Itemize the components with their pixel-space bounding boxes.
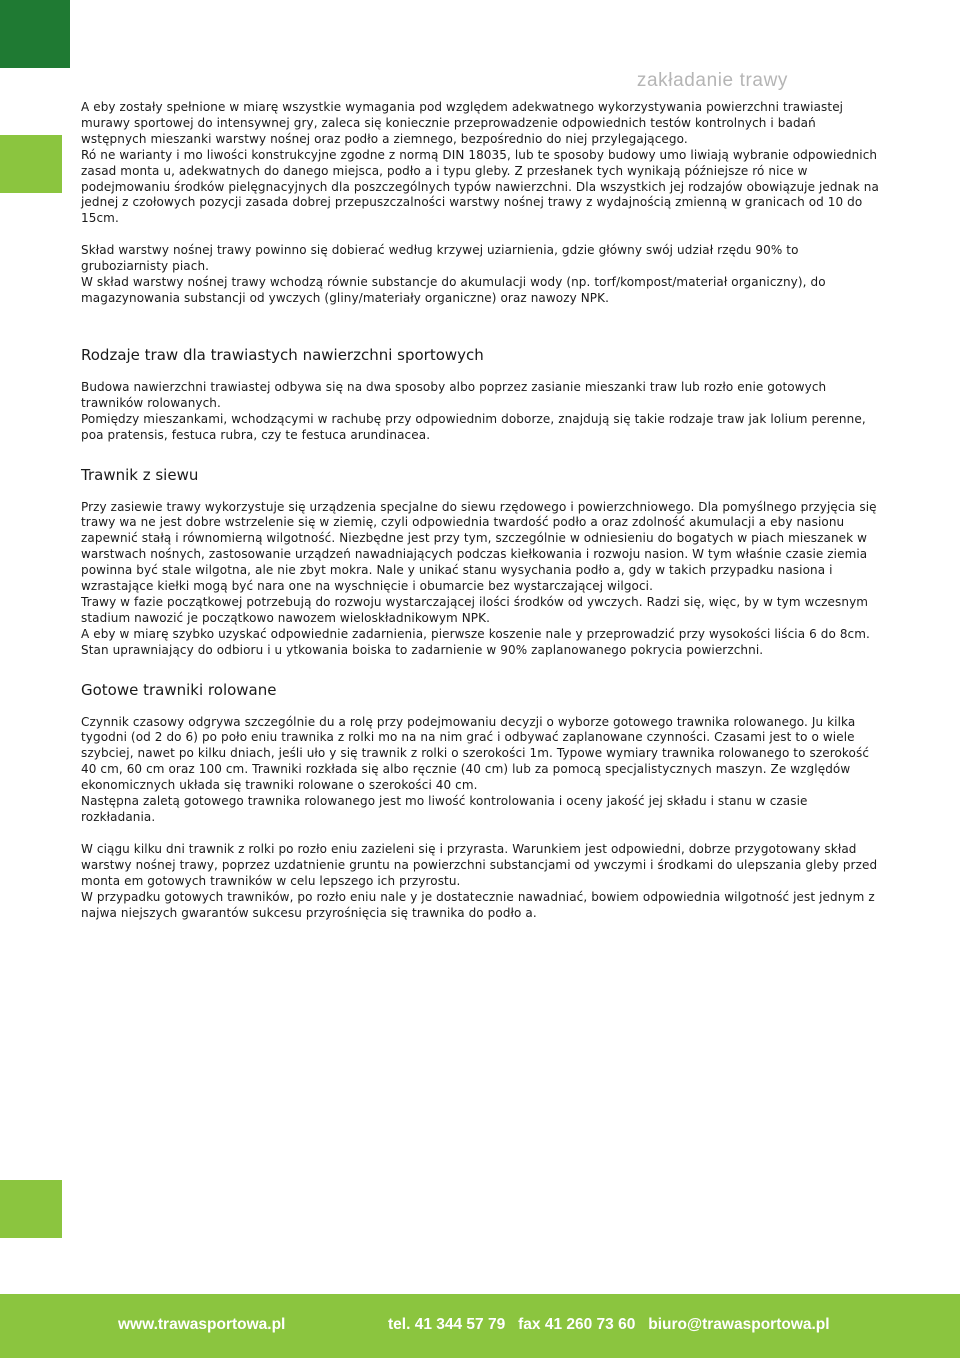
heading-seeded-lawn: Trawnik z siewu [81, 465, 199, 484]
seed-paragraph-1: Przy zasiewie trawy wykorzystuje się urządzenia specjalne do siewu rzędowego i powierzchniowego. Dla pomyślnego przyjęcia się trawy wa ne jest dobre wstrzelenie się w ziemię, czyli odpowiednia twardość podło a oraz zdolność akumulacji a eby nasionu zapewnić stałą i równomierną wilgotność. Niezbędne jest przy tym, szczególnie w odniesieniu do bogatych w piach mieszanek w warstwach nośnych, zastosowanie urządzeń nawadniających podczas kiełkowania i rozwoju nasion. W tym właśnie czasie ziemia powinna być stale wilgotna, ale nie zbyt mokra. Nale y unikać stanu wysychania podło a, gdy w takich przypadku nasiona i wzrastające kiełki mogą być nara one na wyschnięcie i obumarcie bez wystarczającej wilgoci. [81, 499, 877, 594]
types-paragraph-2: Pomiędzy mieszankami, wchodzącymi w rachubę przy odpowiednim doborze, znajdują się takie rodzaje traw jak lolium perenne, poa pratensis, festuca rubra, czy te festuca arundinacea. [81, 411, 866, 442]
side-square-light [0, 135, 62, 193]
section-tag: zakładanie trawy [636, 70, 788, 91]
heading-rolled-lawn: Gotowe trawniki rolowane [81, 680, 277, 699]
side-square-bottom [0, 1180, 62, 1238]
footer-website-link[interactable]: www.trawasportowa.pl [118, 1316, 286, 1333]
rolled-paragraph-3: W ciągu kilku dni trawnik z rolki po rozło eniu zazieleni się i przyrasta. Warunkiem jest odpowiedni, dobrze przygotowany skład warstwy nośnej trawy, poprzez uzdatnienie gruntu na powierzchni substancjami od ywczymi i środkami do ulepszania gleby przed monta em gotowych trawników w celu lepszego ich przyrostu. [81, 841, 878, 888]
footer-contact: tel. 41 344 57 79 fax 41 260 73 60 biuro@trawasportowa.pl [388, 1316, 830, 1333]
types-paragraph-1: Budowa nawierzchni trawiastej odbywa się na dwa sposoby albo poprzez zasianie mieszanki traw lub rozło enie gotowych trawników rolowanych. [81, 379, 827, 410]
intro-paragraph-2: Ró ne warianty i mo liwości konstrukcyjne zgodne z normą DIN 18035, lub te sposoby budowy umo liwiają wybranie odpowiednich zasad monta u, adekwatnych do danego miejsca, podło a i typu gleby. Z przesłanek tych wynikają późniejsze ró nice w podejmowaniu środków pielęgnacyjnych dla poszczególnych typów nawierzchni. Dla wszystkich jej rodzajów obowiązuje jednak na jednej z czołowych pozycji zasada dobrej przepuszczalności warstwy nośnej trawy z wydajnością zmienną w granicach od 10 do 15cm. [81, 147, 879, 226]
rolled-paragraph-1: Czynnik czasowy odgrywa szczególnie du a rolę przy podejmowaniu decyzji o wyborze gotowego trawnika rolowanego. Ju kilka tygodni (od 2 do 6) po poło eniu trawnika z rolki mo na na nim grać i odbywać zaplanowane czynności. Czasami jest to o wiele szybciej, nawet po kilku dniach, jeśli uło y się trawnik z rolki o szerokości 1m. Typowe wymiary trawnika rolowanego to szerokość 40 cm, 60 cm oraz 100 cm. Trawniki rozkłada się albo ręcznie (40 cm) lub za pomocą specjalistycznych maszyn. Ze względów ekonomicznych układa się trawniki rolowane o szerokości 40 cm. [81, 714, 870, 793]
document-body [81, 100, 883, 921]
seed-paragraph-2: Trawy w fazie początkowej potrzebują do rozwoju wystarczającej ilości środków od ywczych. Radzi się, więc, by w tym wczesnym stadium nawozić je początkowo nawozem wieloskładnikowym NPK. [81, 594, 869, 625]
intro-paragraph-3: Skład warstwy nośnej trawy powinno się dobierać według krzywej uziarnienia, gdzie główny swój udział rzędu 90% to gruboziarnisty piach. [81, 243, 799, 274]
intro-paragraph-1: A eby zostały spełnione w miarę wszystkie wymagania pod względem adekwatnego wykorzystywania powierzchni trawiastej murawy sportowej do intensywnej gry, zaleca się koniecznie przeprowadzenie odpowiednich testów kontrolnych i badań wstępnych mieszanki warstwy nośnej oraz podło a ziemnego, bezpośrednio do niej przylegającego. [81, 100, 844, 146]
rolled-paragraph-4: W przypadku gotowych trawników, po rozło eniu nale y je dostatecznie nawadniać, bowiem odpowiednia wilgotność jest jednym z najwa niejszych gwarantów sukcesu przyrośnięcia się trawnika do podło a. [81, 889, 875, 920]
heading-grass-types: Rodzaje traw dla trawiastych nawierzchni sportowych [81, 345, 484, 364]
seed-paragraph-4: Stan uprawniający do odbioru i u ytkowania boiska to zadarnienie w 90% zaplanowanego pokrycia powierzchni. [81, 642, 764, 657]
rolled-paragraph-2: Następna zaletą gotowego trawnika rolowanego jest mo liwość kontrolowania i oceny jakość jej składu i stanu w czasie rozkładania. [81, 794, 808, 824]
intro-paragraph-4: W skład warstwy nośnej trawy wchodzą równie substancje do akumulacji wody (np. torf/kompost/materiał organiczny), do magazynowania substancji od ywczych (gliny/materiały organiczne) oraz nawozy NPK. [81, 275, 826, 305]
corner-square-dark [0, 0, 70, 68]
seed-paragraph-3: A eby w miarę szybko uzyskać odpowiednie zadarnienia, pierwsze koszenie nale y przeprowadzić przy wysokości liścia 6 do 8cm. [81, 626, 870, 641]
